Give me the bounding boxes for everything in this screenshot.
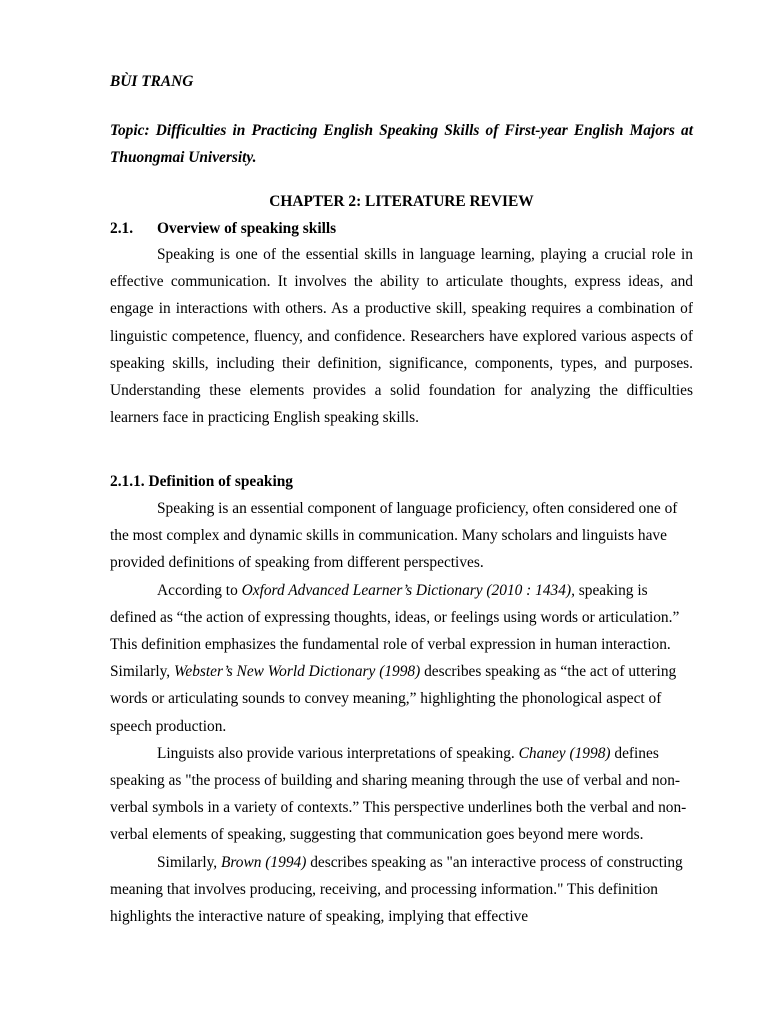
text-run: Linguists also provide various interpretations of speaking. <box>157 744 519 762</box>
definition-paragraph-1: Speaking is an essential component of language proficiency, often considered one of the most complex and dynamic skills in communication. Many scholars and linguists have provided definitions of speaking from different perspectives. <box>110 500 678 572</box>
chapter-title: CHAPTER 2: LITERATURE REVIEW <box>269 193 534 210</box>
citation-chaney: Chaney (1998) <box>518 744 611 762</box>
section-title: Overview of speaking skills <box>157 220 337 237</box>
text-run: Similarly, <box>157 853 221 871</box>
citation-webster: Webster’s New World Dictionary (1998) <box>173 663 421 681</box>
text-run: describes speaking as "an interactive process of constructing meaning that involves producing, receiving, and processing information." This definition highlights the interactive nature of speaking, implying that effective <box>110 853 683 926</box>
author-name: BÙI TRANG <box>110 73 194 90</box>
overview-paragraph: Speaking is one of the essential skills in language learning, playing a crucial role in effective communication. It involves the ability to articulate thoughts, express ideas, and engage in interactions with others. As a productive skill, speaking requires a combination of linguistic competence, fluency, and confidence. Researchers have explored various aspects of speaking skills, including their definition, significance, components, types, and purposes. Understanding these elements provides a solid foundation for analyzing the difficulties learners face in practicing English speaking skills. <box>110 246 693 427</box>
definition-body <box>110 495 693 930</box>
text-run: speaking is defined as “the action of expressing thoughts, ideas, or feelings using words or articulation.” This definition emphasizes the fundamental role of verbal expression in human interaction. Similarly, <box>110 581 680 681</box>
citation-brown: Brown (1994) <box>220 853 307 871</box>
definition-paragraph-4 <box>110 849 693 931</box>
topic-line: Topic: Difficulties in Practicing English Speaking Skills of First-year English Majors at Thuongmai University. <box>110 122 693 166</box>
text-run: According to <box>157 581 242 599</box>
definition-paragraph-3 <box>110 740 693 849</box>
section-heading-2-1 <box>110 219 693 238</box>
section-number: 2.1. <box>110 220 134 237</box>
text-run: describes speaking as “the act of uttering words or articulating sounds to convey meaning,” highlighting the phonological aspect of speech production. <box>110 663 677 735</box>
text-run: defines speaking as "the process of building and sharing meaning through the use of verbal and non-verbal symbols in a variety of contexts.” This perspective underlines both the verbal and non-verbal elements of speaking, suggesting that communication goes beyond mere words. <box>110 744 687 844</box>
definition-paragraph-2 <box>110 577 693 740</box>
section-heading-2-1-1: 2.1.1. Definition of speaking <box>110 473 293 490</box>
citation-oxford: Oxford Advanced Learner’s Dictionary (2010 : 1434), <box>241 581 575 599</box>
